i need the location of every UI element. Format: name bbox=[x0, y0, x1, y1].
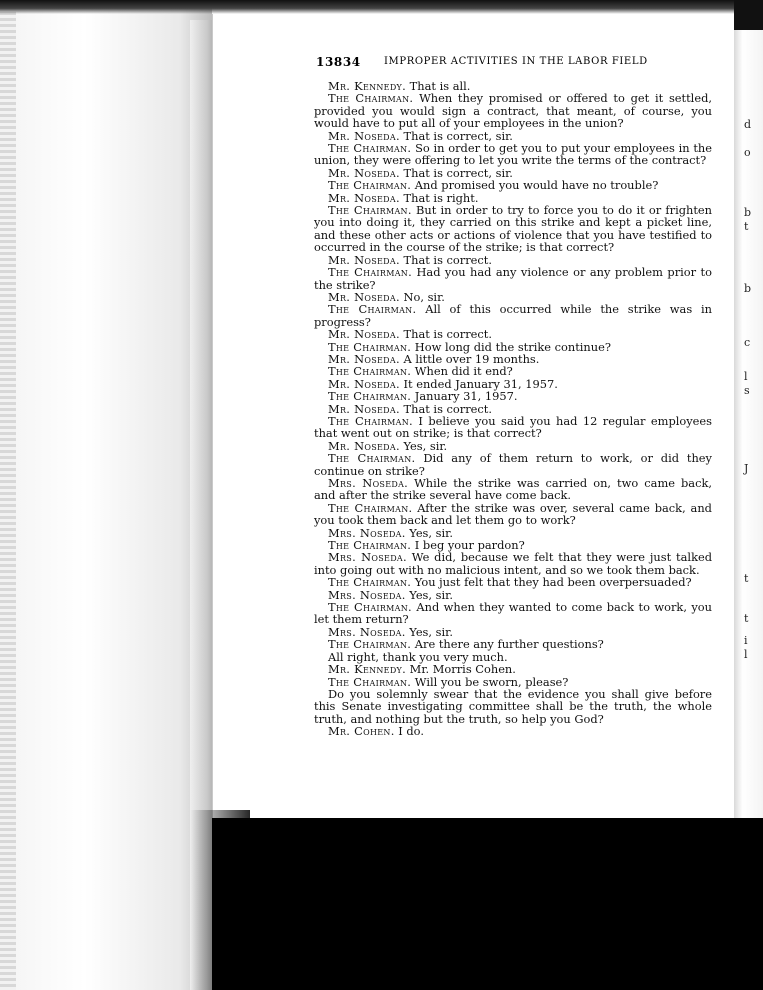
speaker-name: Mr. Cohen. bbox=[328, 724, 395, 739]
testimony-text: We did, because we felt that they were just talked into going out with no malicious intent, and so we took them back. bbox=[314, 550, 713, 577]
running-header bbox=[316, 55, 716, 71]
speaker-name: Mr. Noseda. bbox=[328, 327, 400, 342]
running-title: IMPROPER ACTIVITIES IN THE LABOR FIELD bbox=[384, 56, 648, 67]
speaker-name: The Chairman. bbox=[328, 203, 412, 218]
speaker-name: Mr. Noseda. bbox=[328, 128, 400, 143]
testimony-text: And promised you would have no trouble? bbox=[411, 178, 659, 193]
testimony-text: So in order to get you to put your employees in the union, they were offering to let you write the terms of the contract? bbox=[314, 141, 712, 168]
transcript-paragraph bbox=[314, 452, 712, 477]
testimony-text: It ended January 31, 1957. bbox=[399, 376, 558, 391]
testimony-text: Are there any further questions? bbox=[411, 637, 604, 652]
facing-page-edge bbox=[734, 0, 763, 820]
transcript-paragraph bbox=[314, 688, 712, 725]
speaker-name: The Chairman. bbox=[328, 451, 416, 466]
testimony-text: After the strike was over, several came back, and you took them back and let them go to work? bbox=[314, 500, 712, 528]
speaker-name: The Chairman. bbox=[328, 389, 412, 404]
testimony-text: Will you be sworn, please? bbox=[411, 674, 569, 689]
edge-letter: c bbox=[744, 336, 751, 349]
speaker-name: Mr. Noseda. bbox=[328, 190, 400, 205]
speaker-name: Mr. Noseda. bbox=[328, 351, 400, 366]
testimony-text: Yes, sir. bbox=[399, 438, 448, 453]
testimony-text: All right, thank you very much. bbox=[328, 649, 508, 664]
testimony-text: Did any of them return to work, or did they continue on strike? bbox=[314, 451, 712, 478]
speaker-name: Mrs. Noseda. bbox=[328, 525, 406, 540]
speaker-name: The Chairman. bbox=[328, 178, 412, 193]
speaker-name: Mrs. Noseda. bbox=[328, 550, 407, 565]
testimony-text: How long did the strike continue? bbox=[411, 339, 611, 354]
testimony-text: That is correct. bbox=[399, 252, 492, 267]
hearing-transcript bbox=[314, 80, 712, 738]
edge-letter: l bbox=[744, 370, 748, 383]
edge-letter: t bbox=[744, 612, 749, 625]
transcript-paragraph bbox=[314, 551, 712, 576]
edge-letter: J bbox=[744, 462, 749, 475]
edge-letter: d bbox=[744, 118, 752, 131]
testimony-text: No, sir. bbox=[399, 289, 445, 304]
transcript-paragraph bbox=[314, 266, 712, 291]
speaker-name: The Chairman. bbox=[328, 500, 413, 515]
transcript-paragraph bbox=[314, 502, 712, 527]
speaker-name: Mrs. Noseda. bbox=[328, 476, 409, 490]
speaker-name: The Chairman. bbox=[328, 674, 412, 689]
testimony-text: Had you had any violence or any problem prior to the strike? bbox=[314, 265, 712, 292]
speaker-name: Mr. Kennedy. bbox=[328, 662, 407, 677]
speaker-name: The Chairman. bbox=[328, 91, 414, 106]
testimony-text: I believe you said you had 12 regular employees that went out on strike; is that correct? bbox=[314, 413, 712, 441]
testimony-text: All of this occurred while the strike was in progress? bbox=[314, 302, 712, 329]
testimony-text: Mr. Morris Cohen. bbox=[406, 662, 516, 677]
speaker-name: Mr. Noseda. bbox=[328, 376, 400, 391]
speaker-name: The Chairman. bbox=[328, 600, 412, 615]
speaker-name: Mrs. Noseda. bbox=[328, 624, 406, 639]
edge-letter: i bbox=[744, 634, 748, 647]
edge-letter: o bbox=[744, 146, 751, 159]
facing-page-shadow bbox=[734, 0, 763, 30]
transcript-paragraph bbox=[314, 142, 712, 167]
speaker-name: Mr. Noseda. bbox=[328, 165, 400, 180]
transcript-paragraph bbox=[314, 415, 712, 440]
testimony-text: That is correct, sir. bbox=[399, 128, 513, 143]
edge-letter: t bbox=[744, 572, 749, 585]
speaker-name: The Chairman. bbox=[328, 141, 412, 156]
edge-letter: l bbox=[744, 648, 748, 661]
transcript-paragraph bbox=[314, 477, 712, 502]
scanner-bed-dark-area bbox=[212, 818, 763, 990]
speaker-name: The Chairman. bbox=[328, 575, 412, 590]
scanner-edge-strip bbox=[0, 0, 16, 990]
testimony-text: When did it end? bbox=[411, 364, 513, 379]
testimony-text: But in order to try to force you to do it or frighten you into doing it, they carried on this strike and kept a picket line, and these other acts or actions of violence that you have testified to occurred in the course of the strike; is that correct? bbox=[314, 203, 712, 255]
transcript-paragraph bbox=[314, 92, 712, 129]
testimony-text: I do. bbox=[394, 724, 424, 739]
testimony-text: January 31, 1957. bbox=[411, 389, 518, 404]
speaker-name: The Chairman. bbox=[328, 538, 412, 553]
testimony-text: Do you solemnly swear that the evidence you shall give before this Senate investigating committee shall be the truth, the whole truth, and nothing but the truth, so help you God? bbox=[314, 686, 712, 726]
speaker-name: The Chairman. bbox=[328, 364, 412, 379]
testimony-text: And when they wanted to come back to work, you let them return? bbox=[314, 600, 712, 627]
speaker-name: The Chairman. bbox=[328, 413, 413, 428]
transcript-paragraph bbox=[314, 601, 712, 626]
testimony-text: Yes, sir. bbox=[405, 525, 453, 540]
edge-letter: t bbox=[744, 220, 749, 233]
speaker-name: The Chairman. bbox=[328, 302, 417, 317]
edge-letter: b bbox=[744, 282, 752, 295]
speaker-name: The Chairman. bbox=[328, 265, 413, 280]
testimony-text: That is right. bbox=[399, 190, 479, 205]
transcript-paragraph bbox=[314, 303, 712, 328]
speaker-name: Mr. Noseda. bbox=[328, 252, 400, 267]
edge-letter: b bbox=[744, 206, 752, 219]
testimony-text: When they promised or offered to get it settled, provided you would sign a contract, that meant, of course, you would have to put all of your employees in the union? bbox=[314, 91, 712, 131]
transcript-paragraph bbox=[314, 204, 712, 254]
speaker-name: The Chairman. bbox=[328, 637, 412, 652]
speaker-name: Mr. Noseda. bbox=[328, 401, 400, 416]
testimony-text: Yes, sir. bbox=[405, 587, 453, 602]
testimony-text: While the strike was carried on, two came back, and after the strike several have come back. bbox=[314, 476, 712, 503]
testimony-text: That is correct, sir. bbox=[399, 165, 513, 180]
testimony-text: That is correct. bbox=[399, 327, 492, 342]
testimony-text: That is all. bbox=[406, 79, 471, 93]
page-number: 13834 bbox=[316, 55, 361, 69]
speaker-name: Mr. Kennedy. bbox=[328, 79, 407, 93]
testimony-text: You just felt that they had been overpersuaded? bbox=[411, 575, 692, 590]
speaker-name: The Chairman. bbox=[328, 339, 412, 354]
testimony-text: I beg your pardon? bbox=[411, 538, 525, 553]
scanner-top-shadow bbox=[0, 0, 763, 14]
testimony-text: A little over 19 months. bbox=[399, 351, 540, 366]
testimony-text: Yes, sir. bbox=[405, 624, 453, 639]
edge-letter: s bbox=[744, 384, 750, 397]
speaker-name: Mr. Noseda. bbox=[328, 438, 400, 453]
testimony-text: That is correct. bbox=[399, 401, 492, 416]
speaker-name: Mr. Noseda. bbox=[328, 289, 400, 304]
transcript-paragraph bbox=[314, 725, 712, 737]
scanner-left-margin bbox=[0, 0, 212, 990]
speaker-name: Mrs. Noseda. bbox=[328, 587, 406, 602]
